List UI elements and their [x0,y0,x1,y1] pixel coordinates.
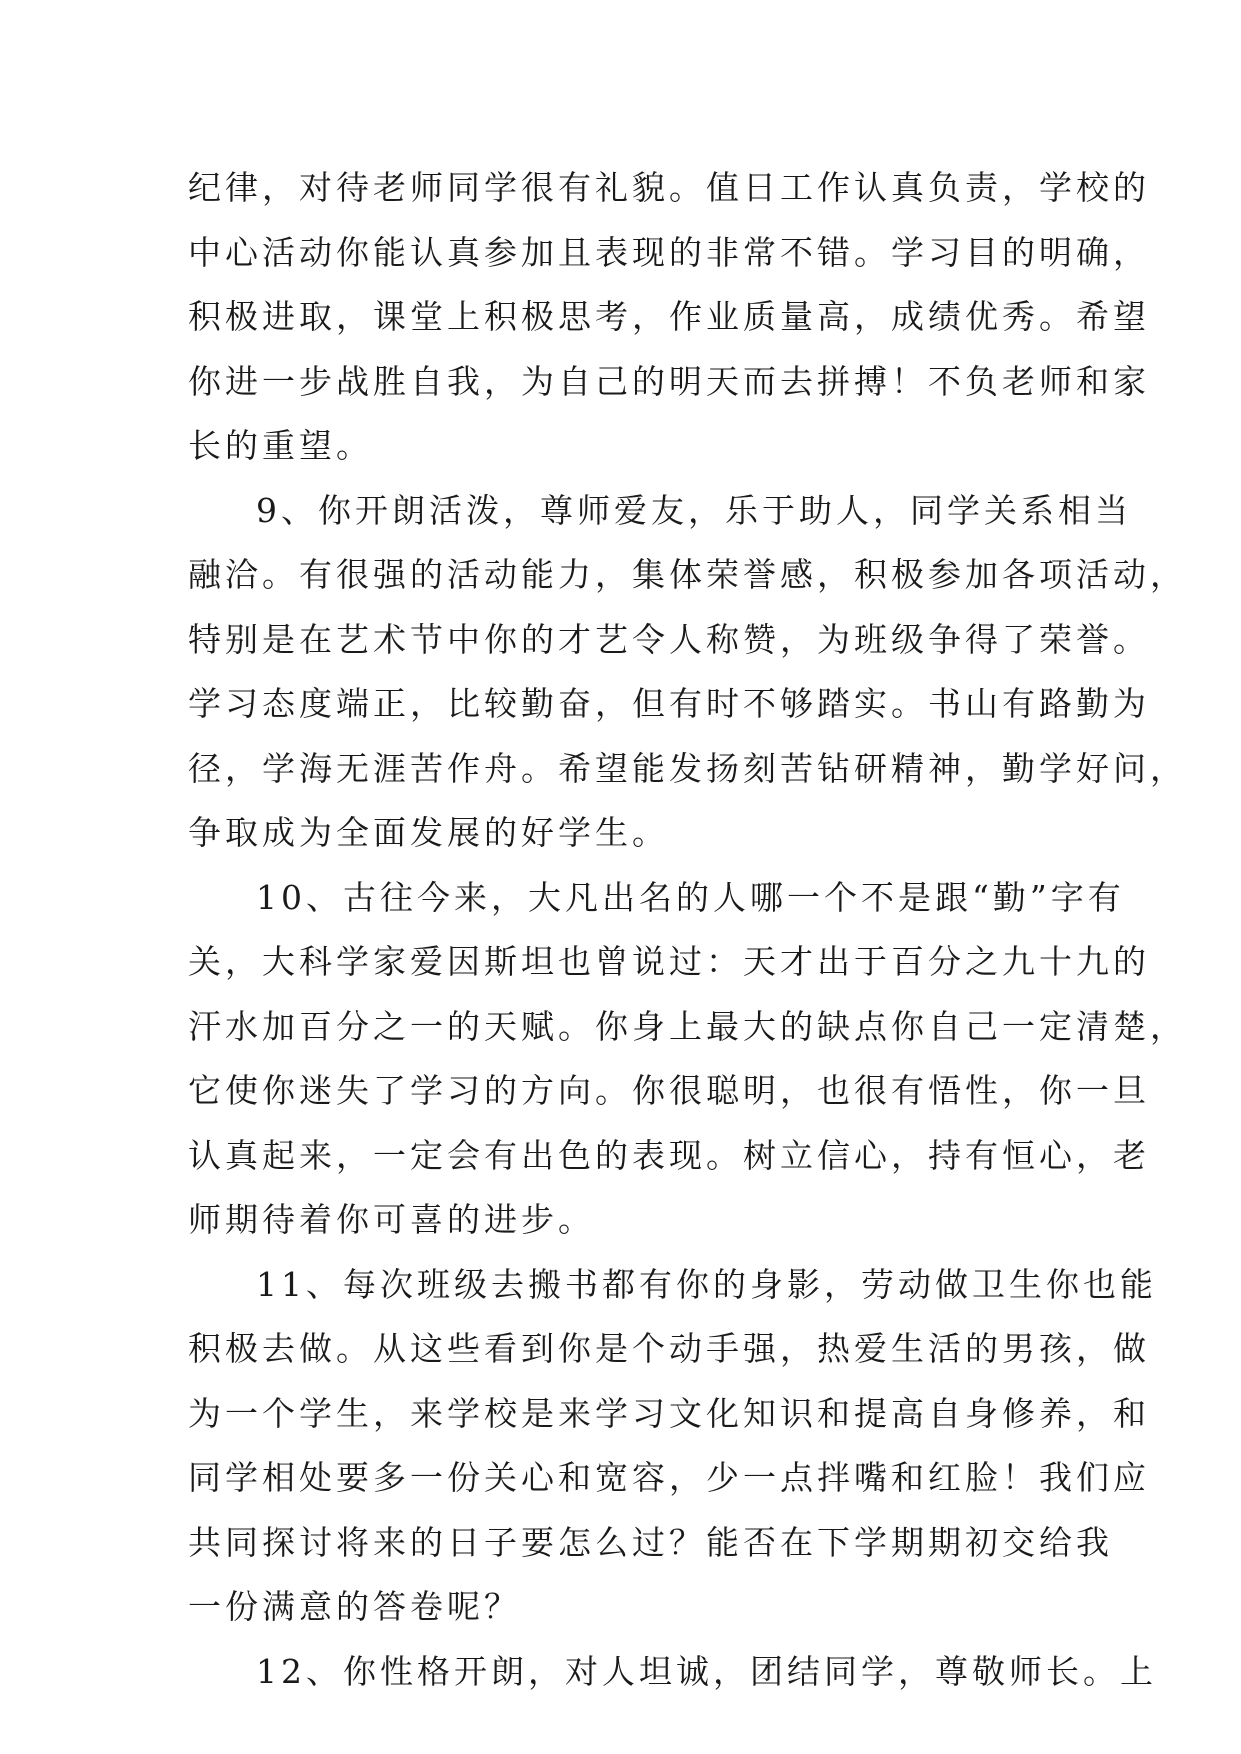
text-line-17: 师期待着你可喜的进步。 [188,1200,595,1239]
text-line-7: 融洽。有很强的活动能力，集体荣誉感，积极参加各项活动， [188,555,1187,594]
text-line-2: 中心活动你能认真参加且表现的非常不错。学习目的明确， [188,232,1150,272]
text-line-5: 长的重望。 [188,426,373,465]
text-line-9: 学习态度端正，比较勤奋，但有时不够踏实。书山有路勤为 [188,684,1150,723]
paragraph-10-start: 10、古往今来，大凡出名的人哪一个不是跟“勤”字有 [256,877,1125,917]
text-line-11: 争取成为全面发展的好学生。 [188,813,669,852]
text-line-13: 关，大科学家爱因斯坦也曾说过：天才出于百分之九十九的 [188,942,1150,981]
text-line-23: 一份满意的答卷呢？ [188,1587,521,1626]
text-line-14: 汗水加百分之一的天赋。你身上最大的缺点你自己一定清楚， [188,1006,1187,1046]
paragraph-11-start: 11、每次班级去搬书都有你的身影，劳动做卫生你也能 [256,1264,1157,1304]
text-line-3: 积极进取，课堂上积极思考，作业质量高，成绩优秀。希望 [188,297,1150,336]
text-line-15: 它使你迷失了学习的方向。你很聪明，也很有悟性，你一旦 [188,1071,1150,1110]
text-line-16: 认真起来，一定会有出色的表现。树立信心，持有恒心，老 [188,1135,1150,1175]
document-body [188,156,1187,1704]
text-line-8: 特别是在艺术节中你的才艺令人称赞，为班级争得了荣誉。 [188,619,1150,659]
paragraph-9-start: 9、你开朗活泼，尊师爱友，乐于助人，同学关系相当 [256,490,1132,530]
text-line-20: 为一个学生，来学校是来学习文化知识和提高自身修养，和 [188,1393,1150,1433]
text-line-4: 你进一步战胜自我，为自己的明天而去拼搏！不负老师和家 [188,361,1150,401]
text-line-10: 径，学海无涯苦作舟。希望能发扬刻苦钻研精神，勤学好问， [188,748,1187,788]
text-line-21: 同学相处要多一份关心和宽容，少一点拌嘴和红脸！我们应 [188,1458,1150,1497]
text-line-1: 纪律，对待老师同学很有礼貌。值日工作认真负责，学校的 [188,168,1150,207]
paragraph-12-start: 12、你性格开朗，对人坦诚，团结同学，尊敬师长。上 [256,1651,1157,1691]
text-line-22: 共同探讨将来的日子要怎么过？能否在下学期期初交给我 [188,1522,1113,1562]
text-line-19: 积极去做。从这些看到你是个动手强，热爱生活的男孩，做 [188,1329,1150,1368]
